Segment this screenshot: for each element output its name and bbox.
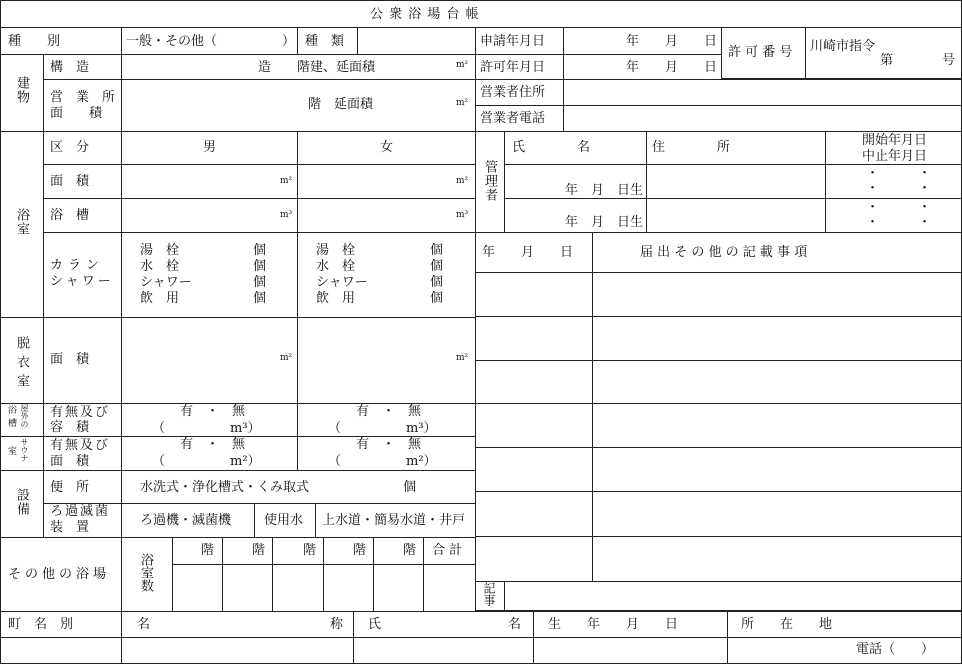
manager1-addr-cell[interactable] <box>646 164 826 199</box>
male-ko-2: 個 <box>253 259 267 274</box>
shinsei-label: 申請年月日 <box>480 34 546 49</box>
outdoor-female-choice: 有 ・ 無 <box>356 404 422 419</box>
person-header-mei: 名 <box>508 617 522 632</box>
floor-value-3[interactable] <box>272 564 324 612</box>
facility-label: 設備 <box>14 488 29 516</box>
floor-header-3 <box>272 537 324 565</box>
floor-header-4 <box>323 537 374 565</box>
outdoor-male-choice: 有 ・ 無 <box>180 404 246 419</box>
total-value[interactable] <box>423 564 476 612</box>
dressing-menseki-label: 面 積 <box>50 352 90 367</box>
name-value-cell[interactable] <box>121 637 354 664</box>
male-ko-3: 個 <box>253 275 267 290</box>
notes-text-row-6[interactable] <box>592 491 962 537</box>
female-header: 女 <box>380 140 394 155</box>
dressing-female-unit: m² <box>456 353 469 363</box>
shubetsu-label: 種 別 <box>8 34 61 49</box>
shurui-label: 種 類 <box>305 34 345 49</box>
kyoka-date-label: 許可年月日 <box>480 60 546 75</box>
floor-header-2 <box>222 537 273 565</box>
outdoor-label-b: 屋外の <box>20 404 29 428</box>
sochi-label: 装 置 <box>50 520 90 535</box>
manager-addr-header: 住 所 <box>652 140 731 155</box>
female-menseki-unit: m² <box>456 176 469 186</box>
male-inyo: 飲 用 <box>140 291 180 306</box>
notes-date-header: 年 月 日 <box>482 245 574 260</box>
birth-value-cell[interactable] <box>533 637 728 664</box>
outdoor-umu: 有無及び <box>50 405 111 420</box>
name-header-sho: 称 <box>330 617 344 632</box>
kozo-label: 構 造 <box>50 60 90 75</box>
name-header-mei: 名 <box>137 617 151 632</box>
notes-record-header: 届 出 そ の 他 の 記 載 事 項 <box>640 245 808 260</box>
dressing-female-cell[interactable] <box>297 317 476 404</box>
form-title: 公 衆 浴 場 台 帳 <box>370 7 480 22</box>
kyoka-no-label: 許 可 番 号 <box>728 45 793 60</box>
sauna-umu: 有無及び <box>50 438 111 453</box>
female-ko-4: 個 <box>430 291 444 306</box>
female-ko-3: 個 <box>430 275 444 290</box>
floor-value-4[interactable] <box>323 564 374 612</box>
sauna-menseki: 面 積 <box>50 454 90 469</box>
chome-value-cell[interactable] <box>0 637 122 664</box>
kyoka-date: 年 月 日 <box>626 60 718 75</box>
water-value: 上水道・簡易水道・井戸 <box>322 513 466 528</box>
total-label: 合 計 <box>432 543 463 558</box>
floor-kai-1: 階 <box>201 543 215 558</box>
male-yusen: 湯 栓 <box>140 243 180 258</box>
floor-kai-3: 階 <box>303 543 317 558</box>
outdoor-yoseki: 容 積 <box>50 420 90 435</box>
male-suisen: 水 栓 <box>140 259 180 274</box>
faucet-label: カラン <box>50 258 105 273</box>
bath-menseki-label: 面 積 <box>50 174 90 189</box>
sauna-female-area: （ m²） <box>328 454 437 469</box>
notes-date-row-7[interactable] <box>475 536 593 582</box>
dressing-label: 脱衣室 <box>14 336 29 393</box>
dressing-male-unit: m² <box>280 353 293 363</box>
notes-text-row-5[interactable] <box>592 447 962 492</box>
manager-label: 管理者 <box>482 160 497 202</box>
sauna-label-a: 室 <box>6 446 16 456</box>
manager-stop-label: 中止年月日 <box>862 149 928 164</box>
manager1-stop-dots: ・ ・ <box>866 181 932 196</box>
sauna-female-choice: 有 ・ 無 <box>356 437 422 452</box>
manager-name-header: 氏 名 <box>512 140 591 155</box>
male-ko-1: 個 <box>253 243 267 258</box>
title-cell <box>0 0 962 28</box>
floor-header-1 <box>172 537 223 565</box>
manager1-start-dots: ・ ・ <box>866 166 932 181</box>
shurui-value-cell[interactable] <box>357 27 476 55</box>
yokuso-label: 浴 槽 <box>50 208 90 223</box>
notes-text-row-1[interactable] <box>592 272 962 317</box>
shower-label: シャワー <box>50 274 114 289</box>
benjo-value: 水洗式・浄化槽式・くみ取式 <box>140 480 310 495</box>
birth-header: 生 年 月 日 <box>548 617 679 632</box>
kubun-label: 区 分 <box>50 140 90 155</box>
female-ko-1: 個 <box>430 243 444 258</box>
chome-header: 町 名 別 <box>8 617 74 632</box>
manager2-birth: 年 月 日生 <box>565 215 644 230</box>
ippan-text: 一般・その他（ ） <box>126 34 296 49</box>
bath-label: 浴室 <box>14 208 29 236</box>
building-label: 建物 <box>14 76 29 104</box>
floor-kai-2: 階 <box>252 543 266 558</box>
male-shower: シャワー <box>140 275 192 290</box>
benjo-ko: 個 <box>403 480 417 495</box>
floor-kai-4: 階 <box>353 543 367 558</box>
male-menseki-cell[interactable] <box>121 164 298 199</box>
floor-value-1[interactable] <box>172 564 223 612</box>
eigyo-addr-label: 営業者住所 <box>480 85 546 100</box>
eigyosho-value: 階 延面積 <box>308 97 374 112</box>
eigyo-addr-value-cell[interactable] <box>563 79 962 106</box>
eigyosho-value-cell[interactable] <box>121 79 476 132</box>
floor-kai-5: 階 <box>403 543 417 558</box>
rooms-label: 浴室数 <box>138 553 153 592</box>
notes-date-row-3[interactable] <box>475 360 593 404</box>
notes-text-row-3[interactable] <box>592 360 962 404</box>
notes-date-row-5[interactable] <box>475 447 593 492</box>
floor-header-5 <box>373 537 424 565</box>
kozo-value: 造 階建、延面積 <box>258 60 376 75</box>
notes-date-row-2[interactable] <box>475 316 593 361</box>
roka-value: ろ過機・滅菌機 <box>140 513 232 528</box>
outdoor-label-a: 浴槽 <box>6 405 16 431</box>
female-suisen: 水 栓 <box>316 259 356 274</box>
female-yokuso-unit: m³ <box>456 210 469 220</box>
location-header: 所 在 地 <box>741 617 833 632</box>
notes-date-row-6[interactable] <box>475 491 593 537</box>
sauna-label-b: サウナ <box>20 438 29 462</box>
manager1-birth: 年 月 日生 <box>565 183 644 198</box>
dai-label: 第 <box>880 53 894 68</box>
water-label: 使用水 <box>264 513 304 528</box>
female-shower: シャワー <box>316 275 368 290</box>
go-label: 号 <box>942 53 956 68</box>
city-label: 川崎市指令 <box>810 39 876 54</box>
person-header-shi: 氏 <box>368 617 382 632</box>
other-label: その他の浴場 <box>8 567 111 582</box>
female-menseki-cell[interactable] <box>297 164 476 199</box>
notes-text-row-7[interactable] <box>592 536 962 582</box>
eigyo-tel-label: 営業者電話 <box>480 111 546 126</box>
kiji-value-cell[interactable] <box>504 581 962 611</box>
female-yusen: 湯 栓 <box>316 243 356 258</box>
eigyosho-menseki: 面 積 <box>50 106 103 121</box>
roka-label: ろ過滅菌 <box>50 504 111 519</box>
male-yokuso-unit: m³ <box>280 210 293 220</box>
male-ko-4: 個 <box>253 291 267 306</box>
outdoor-male-volume: （ m³） <box>152 421 261 436</box>
outdoor-female-volume: （ m³） <box>328 421 437 436</box>
female-ko-2: 個 <box>430 259 444 274</box>
floor-value-2[interactable] <box>222 564 273 612</box>
manager2-start-dots: ・ ・ <box>866 200 932 215</box>
notes-date-row-1[interactable] <box>475 272 593 317</box>
shinsei-date: 年 月 日 <box>626 34 718 49</box>
female-yokuso-cell[interactable] <box>297 198 476 233</box>
male-header: 男 <box>203 140 217 155</box>
female-inyo: 飲 用 <box>316 291 356 306</box>
floor-value-5[interactable] <box>373 564 424 612</box>
male-menseki-unit: m² <box>280 176 293 186</box>
manager2-addr-cell[interactable] <box>646 198 826 233</box>
eigyosho-unit: m² <box>456 98 469 108</box>
kiji-label: 記事 <box>482 582 496 606</box>
sauna-male-area: （ m²） <box>152 454 261 469</box>
sauna-male-choice: 有 ・ 無 <box>180 437 246 452</box>
male-yokuso-cell[interactable] <box>121 198 298 233</box>
dressing-male-cell[interactable] <box>121 317 298 404</box>
benjo-label: 便 所 <box>50 480 90 495</box>
eigyo-tel-value-cell[interactable] <box>563 105 962 132</box>
name-header-cell <box>121 611 354 638</box>
manager-start-label: 開始年月日 <box>862 133 928 148</box>
person-value-cell[interactable] <box>353 637 534 664</box>
kozo-unit: m² <box>456 60 469 70</box>
notes-text-row-2[interactable] <box>592 316 962 361</box>
manager2-stop-dots: ・ ・ <box>866 215 932 230</box>
notes-date-row-4[interactable] <box>475 403 593 448</box>
notes-text-row-4[interactable] <box>592 403 962 448</box>
phone-label: 電話（ ） <box>856 642 935 657</box>
eigyosho-label: 営 業 所 <box>50 90 116 105</box>
